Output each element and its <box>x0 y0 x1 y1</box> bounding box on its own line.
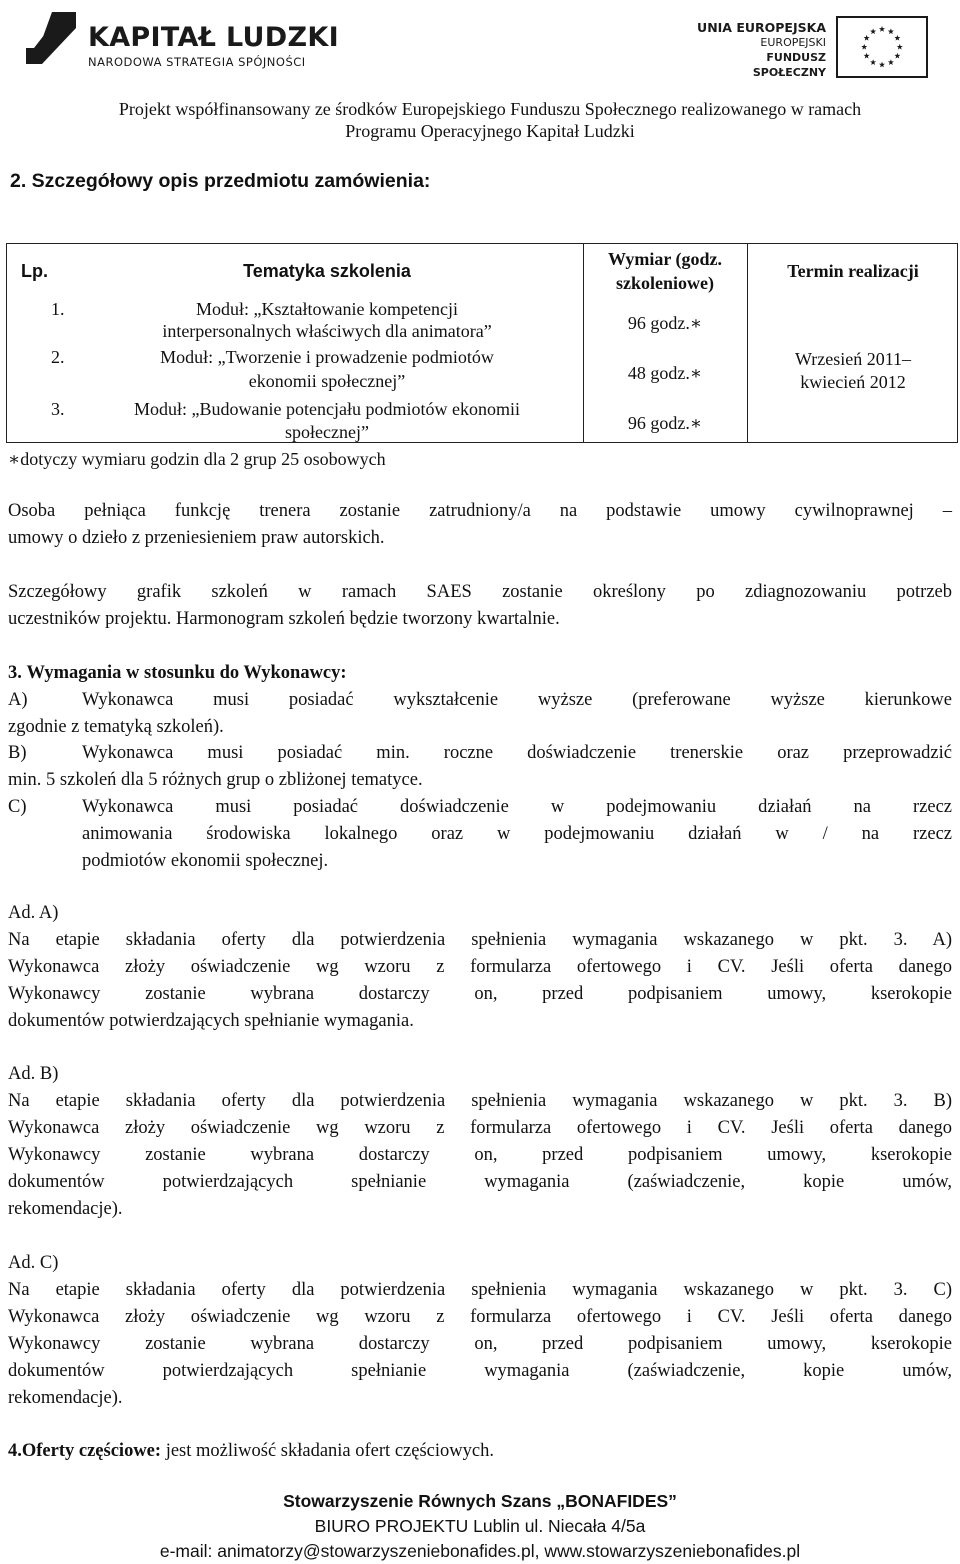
req-c-line-2: animowania środowiska lokalnego oraz w podejmowaniu działań w / na rzecz <box>82 824 952 844</box>
req-a-line-1: Wykonawca musi posiadać wykształcenie wyższe (preferowane wyższe kierunkowe <box>82 690 952 710</box>
req-c-label: C) <box>8 797 27 817</box>
eu-flag-star <box>879 26 885 32</box>
ad-a-title: Ad. A) <box>8 903 59 923</box>
eu-flag-star <box>894 53 900 59</box>
eu-flag-star <box>879 62 885 68</box>
kapital-ludzki-logo-icon <box>22 8 80 68</box>
table-row-1-lp: 1. <box>51 299 65 319</box>
paragraph-schedule <box>8 579 952 633</box>
req-a-line-2: zgodnie z tematyką szkoleń). <box>8 717 224 737</box>
req-a-line-1-wrap <box>82 687 952 714</box>
eu-flag-star <box>864 35 870 41</box>
ad-c-line-2: Wykonawca złoży oświadczenie wg wzoru z formularza ofertowego i CV. Jeśli oferta danego <box>8 1307 952 1327</box>
footer-contact: e-mail: animatorzy@stowarzyszeniebonafides.pl, www.stowarzyszeniebonafides.pl <box>159 1541 801 1561</box>
paragraph-contract <box>8 498 952 552</box>
table-head-topic: Tematyka szkolenia <box>243 261 411 281</box>
section-4-title: 4.Oferty częściowe: <box>8 1441 162 1461</box>
ad-b-line-2: Wykonawca złoży oświadczenie wg wzoru z formularza ofertowego i CV. Jeśli oferta danego <box>8 1118 952 1138</box>
eu-text <box>690 20 826 80</box>
section-3-title <box>8 660 347 687</box>
ad-c-line-1: Na etapie składania oferty dla potwierdzenia spełnienia wymagania wskazanego w pkt. 3. C) <box>8 1280 952 1300</box>
req-a-label: A) <box>8 690 28 710</box>
ad-a-line-4: dokumentów potwierdzających spełnianie wymagania. <box>8 1011 414 1031</box>
eu-flag-star <box>870 59 876 65</box>
ad-b-text <box>8 1088 952 1223</box>
eu-line-1: UNIA EUROPEJSKA <box>697 20 826 35</box>
req-b-line-1-wrap <box>82 740 952 767</box>
ad-b-line-5: rekomendacje). <box>8 1199 123 1219</box>
ad-a-line-3: Wykonawcy zostanie wybrana dostarczy on, przed podpisaniem umowy, kserokopie <box>8 984 952 1004</box>
table-row-1-topic-2: interpersonalnych właściwych dla animatora” <box>162 321 492 341</box>
ad-a-line-1: Na etapie składania oferty dla potwierdzenia spełnienia wymagania wskazanego w pkt. 3. A) <box>8 930 952 950</box>
table-footnote: ∗dotyczy wymiaru godzin dla 2 grup 25 osobowych <box>8 449 386 469</box>
cofinancing-note <box>0 98 960 142</box>
kapital-ludzki-logo <box>22 8 342 72</box>
eu-flag-star <box>894 35 900 41</box>
ad-b-title: Ad. B) <box>8 1064 59 1084</box>
eu-flag-star <box>897 44 903 50</box>
req-c-line-3: podmiotów ekonomii społecznej. <box>82 851 329 871</box>
cofinancing-line-1: Projekt współfinansowany ze środków Europejskiego Funduszu Społecznego realizowanego w ramach <box>118 99 862 119</box>
table-row-3-hours: 96 godz.∗ <box>627 413 703 433</box>
req-c-line-1: Wykonawca musi posiadać doświadczenie w podejmowaniu działań na rzecz <box>82 797 952 817</box>
req-b-line-2: min. 5 szkoleń dla 5 różnych grup o zbliżonej tematyce. <box>8 770 423 790</box>
table-row-1-topic-1: Moduł: „Kształtowanie kompetencji <box>196 299 458 319</box>
table-row-2-topic-2: ekonomii społecznej” <box>248 371 406 391</box>
table-row-3-lp: 3. <box>51 399 65 419</box>
paragraph-contract-line-2: umowy o dzieło z przeniesieniem praw autorskich. <box>8 528 385 548</box>
section-2-title: 2. Szczegółowy opis przedmiotu zamówienia: <box>10 170 431 192</box>
table-head-lp: Lp. <box>21 261 48 281</box>
eu-flag-star <box>888 59 894 65</box>
section-3-heading: Wymagania w stosunku do Wykonawcy: <box>26 663 347 683</box>
ad-a-line-2: Wykonawca złoży oświadczenie wg wzoru z formularza ofertowego i CV. Jeśli oferta danego <box>8 957 952 977</box>
table-head-hours-2: szkoleniowe) <box>616 273 714 293</box>
ad-b-line-4: dokumentów potwierdzających spełnianie wymagania (zaświadczenie, kopie umów, <box>8 1172 952 1192</box>
kapital-ludzki-title: KAPITAŁ LUDZKI <box>88 22 339 53</box>
table-row-3-topic-2: społecznej” <box>285 422 369 442</box>
footer-office: BIURO PROJEKTU Lublin ul. Niecała 4/5a <box>314 1516 646 1536</box>
ad-b-line-1: Na etapie składania oferty dla potwierdzenia spełnienia wymagania wskazanego w pkt. 3. B) <box>8 1091 952 1111</box>
eu-flag-icon <box>836 16 928 78</box>
ad-c-line-5: rekomendacje). <box>8 1388 123 1408</box>
page-header <box>0 0 960 141</box>
ad-c-text <box>8 1277 952 1412</box>
ad-c-title: Ad. C) <box>8 1253 59 1273</box>
eu-flag-star <box>864 53 870 59</box>
training-table <box>6 243 958 443</box>
eu-line-2: EUROPEJSKI <box>760 36 826 49</box>
ad-c-line-4: dokumentów potwierdzających spełnianie wymagania (zaświadczenie, kopie umów, <box>8 1361 952 1381</box>
eu-flag-star <box>888 28 894 34</box>
section-4-text: jest możliwość składania ofert częściowych. <box>161 1441 494 1461</box>
table-row-2-topic-1: Moduł: „Tworzenie i prowadzenie podmiotów <box>160 347 494 367</box>
eu-flag-star <box>870 28 876 34</box>
footer-org: Stowarzyszenie Równych Szans „BONAFIDES” <box>283 1491 677 1511</box>
table-term-2: kwiecień 2012 <box>800 372 906 392</box>
table-head-hours-1: Wymiar (godz. <box>608 249 722 269</box>
req-b-line-1: Wykonawca musi posiadać min. roczne doświadczenie trenerskie oraz przeprowadzić <box>82 743 952 763</box>
table-term-1: Wrzesień 2011– <box>794 349 912 369</box>
kapital-ludzki-subtitle: NARODOWA STRATEGIA SPÓJNOŚCI <box>88 55 306 69</box>
eu-line-3: FUNDUSZ SPOŁECZNY <box>752 51 826 79</box>
cofinancing-line-2: Programu Operacyjnego Kapitał Ludzki <box>345 121 635 141</box>
section-4 <box>8 1438 494 1465</box>
table-row-2-hours: 48 godz.∗ <box>627 363 703 383</box>
ad-a-text <box>8 927 952 1035</box>
paragraph-contract-line-1: Osoba pełniąca funkcję trenera zostanie zatrudniony/a na podstawie umowy cywilnoprawnej – <box>8 501 952 521</box>
table-row-1-hours: 96 godz.∗ <box>627 313 703 333</box>
paragraph-schedule-line-1: Szczegółowy grafik szkoleń w ramach SAES zostanie określony po zdiagnozowaniu potrzeb <box>8 582 952 602</box>
section-3-number: 3. <box>8 663 22 683</box>
ad-c-line-3: Wykonawcy zostanie wybrana dostarczy on, przed podpisaniem umowy, kserokopie <box>8 1334 952 1354</box>
table-row-2-lp: 2. <box>51 347 65 367</box>
ad-b-line-3: Wykonawcy zostanie wybrana dostarczy on, przed podpisaniem umowy, kserokopie <box>8 1145 952 1165</box>
req-c-text <box>82 794 952 875</box>
eu-flag-star <box>861 44 867 50</box>
table-head-term: Termin realizacji <box>787 261 919 281</box>
paragraph-schedule-line-2: uczestników projektu. Harmonogram szkoleń będzie tworzony kwartalnie. <box>8 609 560 629</box>
req-b-label: B) <box>8 743 27 763</box>
table-row-3-topic-1: Moduł: „Budowanie potencjału podmiotów ekonomii <box>134 399 520 419</box>
